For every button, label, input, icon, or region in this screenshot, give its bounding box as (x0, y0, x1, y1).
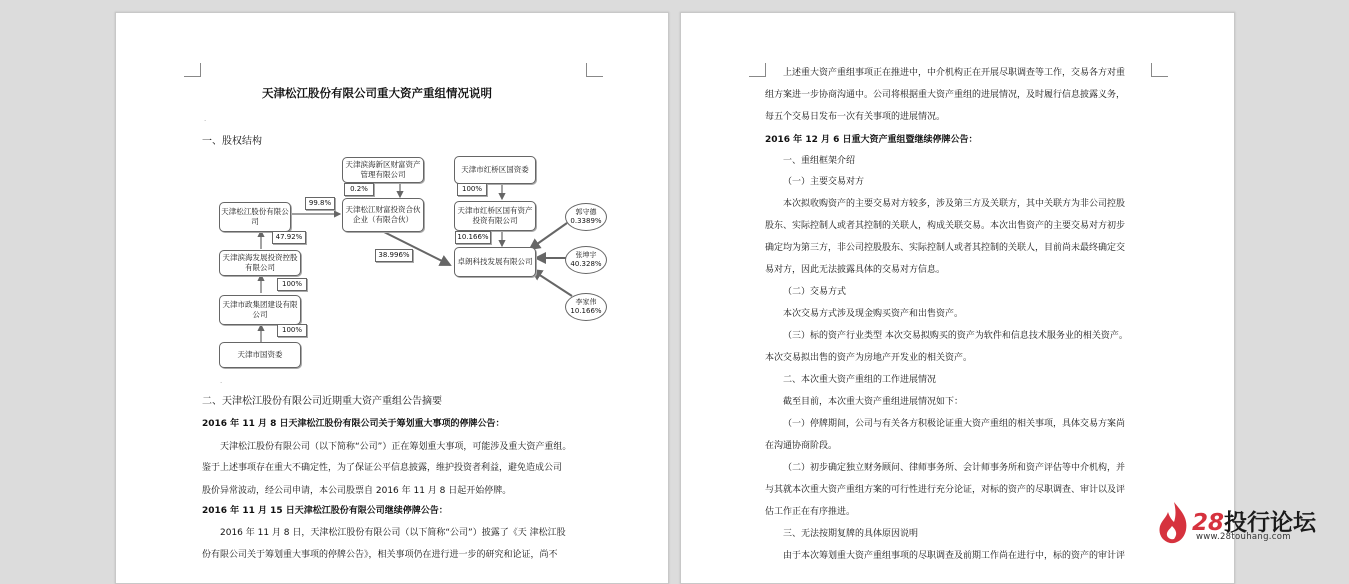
logo-name: 投行论坛 (1224, 510, 1317, 536)
shareholder-li: 李家伟 10.166% (565, 293, 607, 321)
paragraph-mark: . (204, 115, 207, 123)
paragraph-line[interactable]: 确定均为第三方，非公司控股股东、实际控制人或者其控制的关联人，目前尚未最终确定交 (765, 243, 1126, 253)
paragraph-line[interactable]: 本次交易拟出售的资产为房地产开发业的相关资产。 (765, 353, 973, 363)
paragraph-line[interactable]: 股东、实际控制人或者其控制的关联人，构成关联交易。本次出售资产的主要交易对方初步 (765, 221, 1126, 231)
subsection-heading[interactable]: 一、重组框架介绍 (783, 156, 856, 166)
site-logo (1156, 498, 1346, 548)
pct-label: 10.166% (455, 231, 491, 244)
node-binhai-wealth: 天津滨海新区财富资产管理有限公司 (342, 157, 424, 183)
section-heading-equity[interactable]: 一、股权结构 (202, 136, 262, 147)
paragraph-line[interactable]: 每五个交易日发布一次有关事项的进展情况。 (765, 112, 946, 122)
paragraph-line[interactable]: 上述重大资产重组事项正在推进中，中介机构正在开展尽职调查等工作，交易各方对重 (783, 68, 1126, 78)
paragraph-line[interactable]: 份有限公司关于筹划重大事项的停牌公告》，相关事项仍在进行进一步的研究和论证，尚不 (202, 550, 558, 560)
paragraph-line[interactable]: 截至目前，本次重大资产重组进展情况如下： (783, 397, 964, 407)
paragraph-line[interactable]: （三）标的资产行业类型 本次交易拟购买的资产为软件和信息技术服务业的相关资产。 (783, 331, 1128, 341)
document-title[interactable]: 天津松江股份有限公司重大资产重组情况说明 (262, 86, 492, 100)
announcement-heading[interactable]: 2016 年 11 月 15 日天津松江股份有限公司继续停牌公告： (202, 506, 448, 516)
paragraph-line[interactable]: （二）初步确定独立财务顾问、律师事务所、会计师事务所和资产评估等中介机构，并 (783, 463, 1126, 473)
node-songjiang: 天津松江股份有限公司 (219, 202, 291, 232)
logo-url: www.28touhang.com (1196, 532, 1291, 542)
announcement-heading[interactable]: 2016 年 11 月 8 日天津松江股份有限公司关于筹划重大事项的停牌公告： (202, 419, 505, 429)
paragraph-line[interactable]: 本次交易方式涉及现金购买资产和出售资产。 (783, 309, 964, 319)
paragraph-line[interactable]: 股价异常波动，经公司申请，本公司股票自 2016 年 11 月 8 日起开始停牌。 (202, 486, 512, 496)
node-binhai-development: 天津滨海发展投资控股有限公司 (219, 250, 301, 276)
pct-label: 100% (277, 278, 307, 291)
node-songjiang-fund: 天津松江财富投资合伙企业（有限合伙） (342, 198, 424, 232)
paragraph-line[interactable]: 组方案进一步协商沟通中。公司将根据重大资产重组的进展情况，及时履行信息披露义务， (765, 90, 1126, 100)
pct-label: 100% (457, 183, 487, 196)
paragraph-mark: . (220, 377, 223, 385)
paragraph-line[interactable]: 易对方，因此无法披露具体的交易对方信息。 (765, 265, 946, 275)
margin-corner-mark (1151, 63, 1168, 77)
subsection-heading[interactable]: 三、无法按期复牌的具体原因说明 (783, 529, 919, 539)
document-page-2 (680, 12, 1235, 584)
paragraph-line[interactable]: 本次拟收购资产的主要交易对方较多，涉及第三方及关联方，其中关联方为非公司控股 (783, 199, 1126, 209)
logo-number: 28 (1192, 510, 1225, 536)
paragraph-line[interactable]: 鉴于上述事项存在重大不确定性，为了保证公平信息披露，维护投资者利益，避免造成公司 (202, 463, 563, 473)
pct-label: 100% (277, 324, 307, 337)
document-page-1 (115, 12, 669, 584)
pct-label: 38.996% (375, 249, 413, 262)
paragraph-line[interactable]: 与其就本次重大资产重组方案的可行性进行充分论证，对标的资产的尽职调查、审计以及评 (765, 485, 1126, 495)
node-tianjin-sasac: 天津市国资委 (219, 342, 301, 368)
node-zhuolang: 卓朗科技发展有限公司 (454, 247, 536, 277)
shareholder-guo: 郭守德 0.3389% (565, 203, 607, 231)
pct-label: 99.8% (305, 197, 335, 210)
subsection-heading[interactable]: 二、本次重大资产重组的工作进展情况 (783, 375, 937, 385)
paragraph-line[interactable]: 估工作正在有序推进。 (765, 507, 856, 517)
node-hongqiao-sasac: 天津市红桥区国资委 (454, 156, 536, 184)
paragraph-line[interactable]: （一）停牌期间，公司与有关各方积极论证重大资产重组的相关事项，具体交易方案尚 (783, 419, 1126, 429)
pct-label: 47.92% (272, 231, 306, 244)
announcement-heading[interactable]: 2016 年 12 月 6 日重大资产重组暨继续停牌公告： (765, 135, 978, 145)
paragraph-line[interactable]: 天津松江股份有限公司（以下简称“公司”）正在筹划重大事项，可能涉及重大资产重组。 (220, 442, 572, 452)
flame-icon (1156, 500, 1192, 546)
node-hongqiao-investment: 天津市红桥区国有资产投资有限公司 (454, 201, 536, 231)
margin-corner-mark (749, 63, 766, 77)
subsection-heading[interactable]: （一）主要交易对方 (783, 177, 865, 187)
paragraph-line[interactable]: 2016 年 11 月 8 日，天津松江股份有限公司（以下简称“公司”）披露了《天 津松江股 (220, 528, 566, 538)
subsection-heading[interactable]: （二）交易方式 (783, 287, 847, 297)
shareholder-zhang: 张坤宇 40.328% (565, 246, 607, 274)
section-heading-announcements[interactable]: 二、天津松江股份有限公司近期重大资产重组公告摘要 (202, 396, 442, 407)
pct-label: 0.2% (344, 183, 374, 196)
paragraph-line[interactable]: 由于本次筹划重大资产重组事项的尽职调查及前期工作尚在进行中，标的资产的审计评 (783, 551, 1126, 561)
paragraph-line[interactable]: 在沟通协商阶段。 (765, 441, 838, 451)
node-municipal-construction: 天津市政集团建设有限公司 (219, 295, 301, 325)
